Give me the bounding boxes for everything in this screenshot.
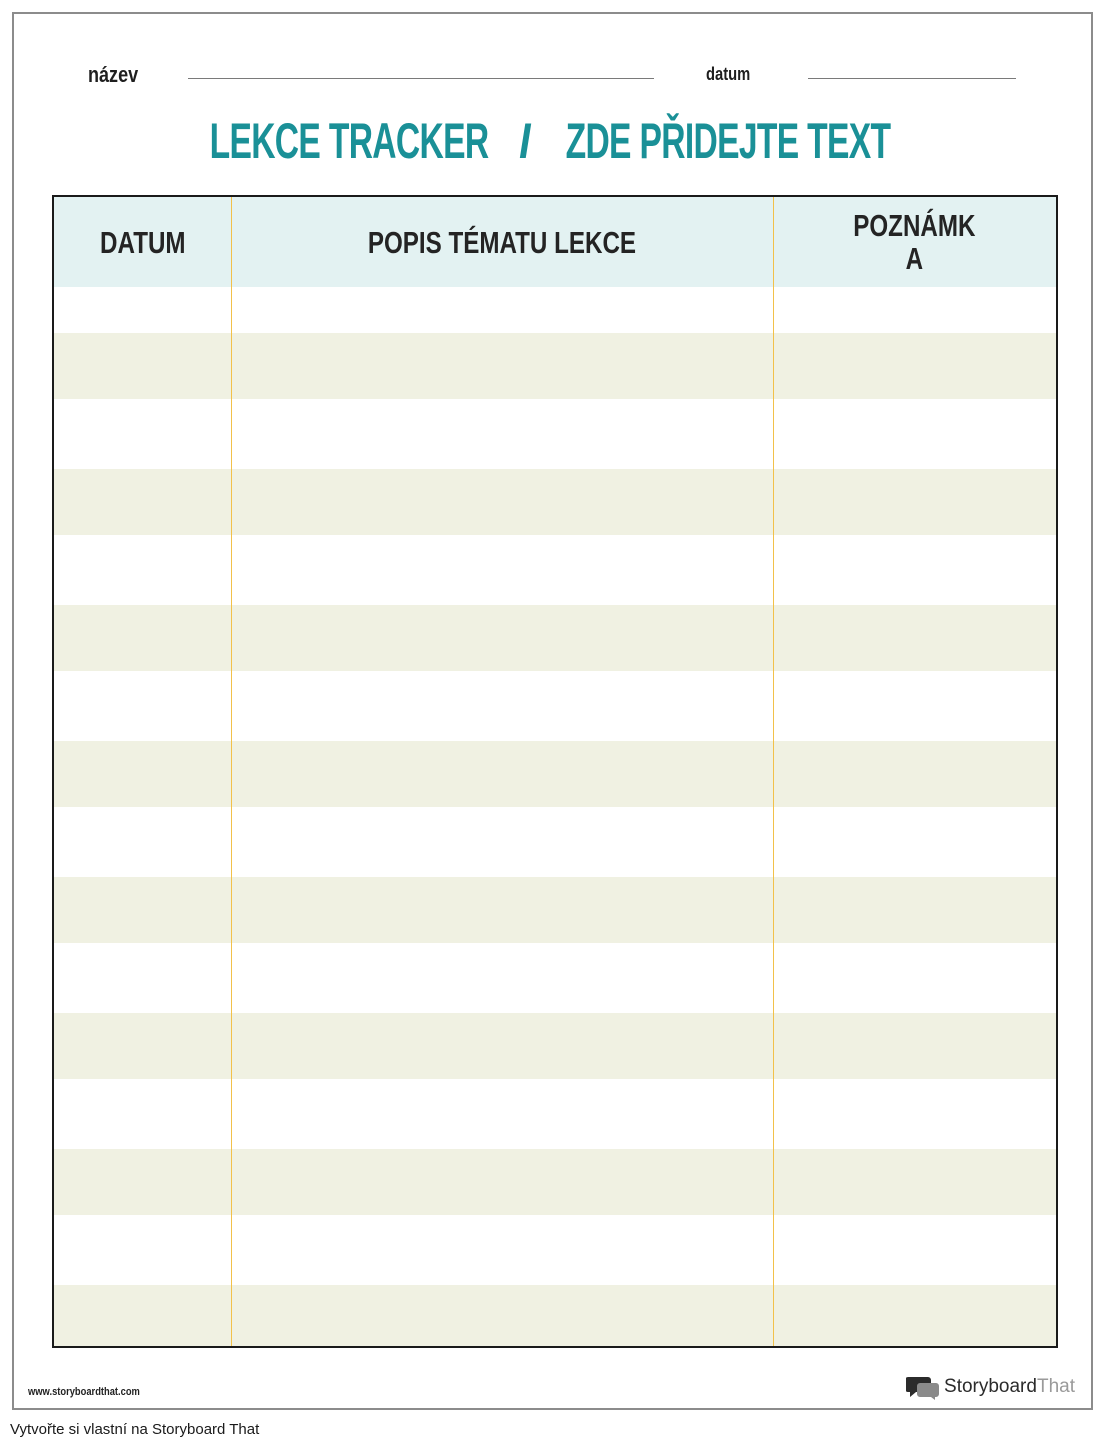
title-part-2: ZDE PŘIDEJTE TEXT xyxy=(565,113,891,169)
table-row[interactable] xyxy=(54,1079,1056,1149)
table-row[interactable] xyxy=(54,807,1056,877)
table-row[interactable] xyxy=(54,943,1056,1013)
table-row[interactable] xyxy=(54,333,1056,399)
brand-name-dark: Storyboard xyxy=(944,1376,1037,1397)
table-row[interactable] xyxy=(54,1215,1056,1285)
table-row[interactable] xyxy=(54,671,1056,741)
table-row[interactable] xyxy=(54,605,1056,671)
date-input-line[interactable] xyxy=(808,78,1016,79)
title-part-1: LEKCE TRACKER xyxy=(209,113,489,169)
page-title xyxy=(14,112,1091,170)
table-row[interactable] xyxy=(54,399,1056,469)
column-divider xyxy=(231,197,232,1348)
table-header xyxy=(54,197,1056,287)
table-row[interactable] xyxy=(54,287,1056,333)
table-row[interactable] xyxy=(54,535,1056,605)
brand-name-light: That xyxy=(1036,1376,1075,1397)
speech-bubbles-icon xyxy=(906,1374,940,1400)
storyboardthat-logo xyxy=(906,1374,1075,1400)
column-header-notes xyxy=(773,197,1056,287)
table-row[interactable] xyxy=(54,469,1056,535)
worksheet-page xyxy=(12,12,1093,1410)
notes-header-text: POZNÁMK A xyxy=(853,208,976,276)
column-divider xyxy=(773,197,774,1348)
column-header-date: DATUM xyxy=(99,224,186,260)
table-row[interactable] xyxy=(54,1149,1056,1215)
name-input-line[interactable] xyxy=(188,78,654,79)
table-row[interactable] xyxy=(54,1285,1056,1348)
table-row[interactable] xyxy=(54,741,1056,807)
column-header-topic: POPIS TÉMATU LEKCE xyxy=(367,224,637,260)
lesson-tracker-table xyxy=(52,195,1058,1348)
date-label: datum xyxy=(706,64,751,84)
footer-url: www.storyboardthat.com xyxy=(28,1386,140,1398)
table-row[interactable] xyxy=(54,877,1056,943)
name-label: název xyxy=(88,62,139,87)
table-row[interactable] xyxy=(54,1013,1056,1079)
page-caption: Vytvořte si vlastní na Storyboard That xyxy=(10,1421,260,1438)
title-italic-cursor: I xyxy=(519,113,530,169)
